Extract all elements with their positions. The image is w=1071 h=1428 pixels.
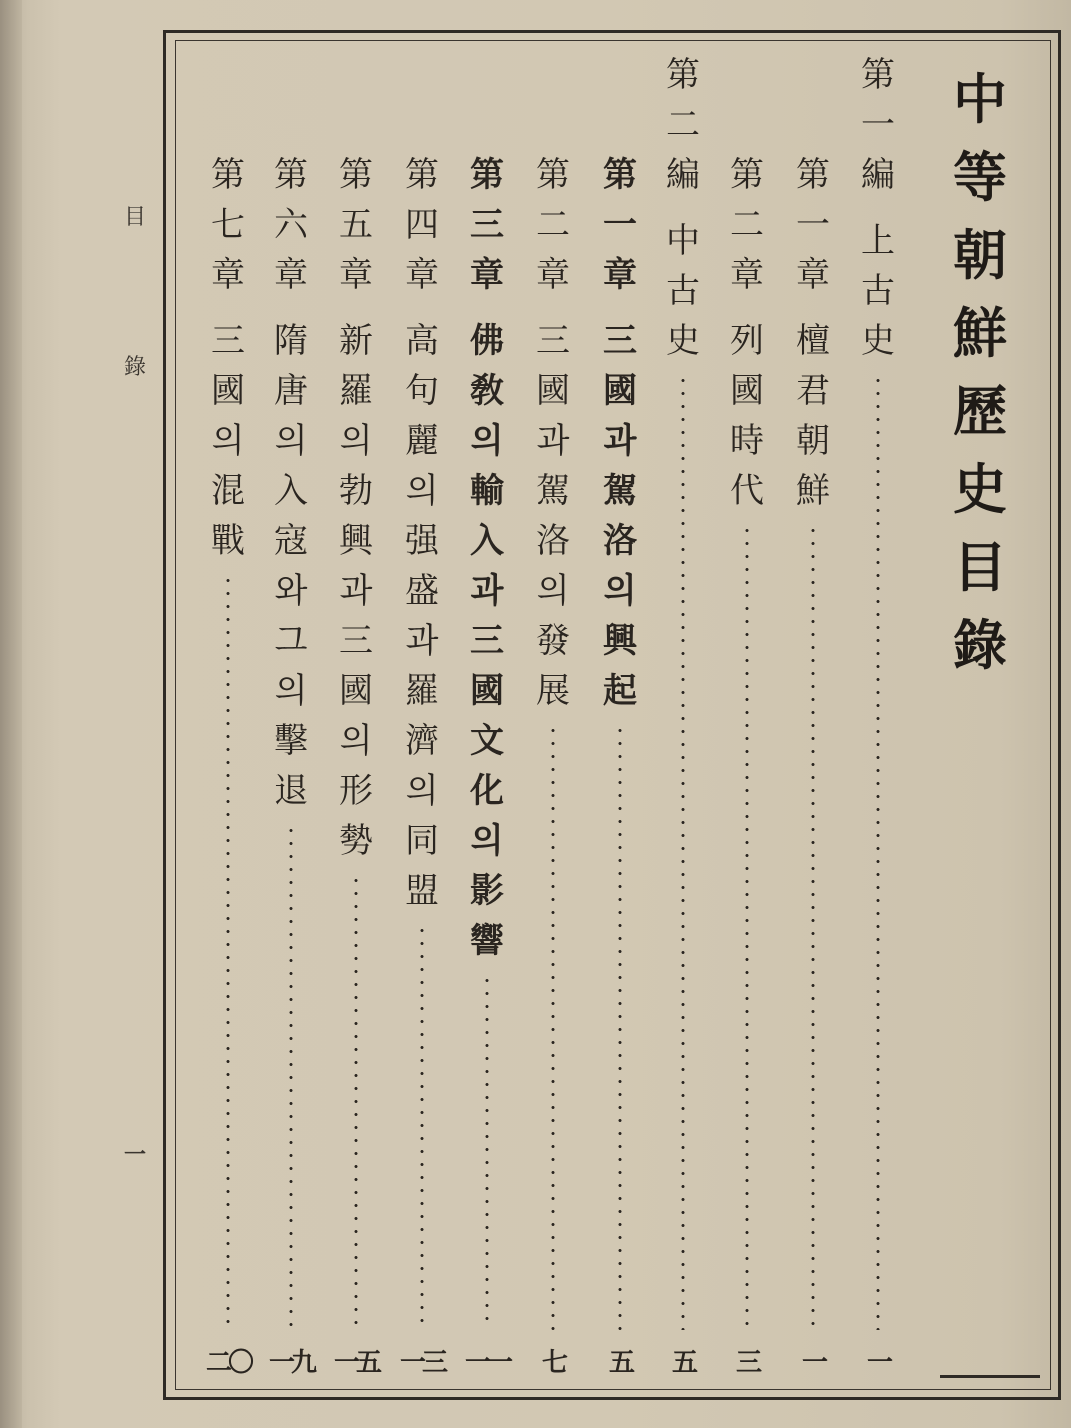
toc-entry (595, 0, 645, 1428)
toc-char: 朝 (796, 421, 830, 461)
toc-char: 章 (470, 255, 504, 295)
toc-char: 入 (274, 471, 308, 511)
margin-char-2: 錄 (123, 355, 146, 380)
toc-char: 濟 (405, 721, 439, 761)
toc-char: 의 (603, 571, 637, 611)
toc-entry-title (203, 150, 253, 566)
toc-entry-title (266, 150, 316, 816)
toc-char: 三 (470, 205, 504, 245)
toc-entry-title (462, 150, 512, 966)
toc-char: 의 (405, 471, 439, 511)
toc-char: 第 (274, 155, 308, 195)
page-number: 一五 (333, 1348, 378, 1378)
toc-char: 그 (274, 621, 308, 661)
toc-char: 史 (666, 321, 700, 361)
toc-char: 二 (666, 105, 700, 145)
title-char: 中 (953, 67, 1007, 131)
toc-char: 古 (861, 271, 895, 311)
toc-char: 一 (603, 205, 637, 245)
toc-char: 入 (470, 521, 504, 561)
toc-char: 과 (470, 571, 504, 611)
toc-char: 輸 (470, 471, 504, 511)
toc-char: 編 (861, 155, 895, 195)
toc-char: 의 (339, 721, 373, 761)
toc-char: 國 (730, 371, 764, 411)
leader-dots (681, 374, 685, 1330)
toc-char: 鮮 (796, 471, 830, 511)
toc-entry-title (397, 150, 447, 916)
toc-char: 强 (405, 521, 439, 561)
margin-header (120, 200, 150, 1200)
toc-char: 國 (536, 371, 570, 411)
corner-mark (940, 1375, 1040, 1378)
toc-char: 佛 (470, 321, 504, 361)
toc-entry-title (528, 150, 578, 716)
toc-char: 과 (603, 421, 637, 461)
toc-char: 高 (405, 321, 439, 361)
toc-char: 國 (470, 671, 504, 711)
toc-char: 洛 (603, 521, 637, 561)
toc-char: 代 (730, 471, 764, 511)
toc-entry-title (658, 50, 708, 366)
toc-char: 新 (339, 321, 373, 361)
toc-char: 駕 (536, 471, 570, 511)
toc-entry-title (788, 150, 838, 516)
toc-char: 古 (666, 271, 700, 311)
toc-entry-title (331, 150, 381, 866)
toc-char: 二 (536, 205, 570, 245)
toc-entry-title (595, 150, 645, 716)
toc-char: 二 (730, 205, 764, 245)
toc-char: 君 (796, 371, 830, 411)
toc-char: 混 (211, 471, 245, 511)
toc-char: 形 (339, 771, 373, 811)
toc-char: 寇 (274, 521, 308, 561)
leader-dots (289, 824, 293, 1330)
toc-char: 第 (339, 155, 373, 195)
toc-char: 第 (405, 155, 439, 195)
toc-char: 과 (536, 421, 570, 461)
toc-char: 國 (339, 671, 373, 711)
toc-char: 興 (339, 521, 373, 561)
toc-char: 第 (730, 155, 764, 195)
toc-char: 盛 (405, 571, 439, 611)
toc-char: 隋 (274, 321, 308, 361)
leader-dots (745, 524, 749, 1330)
toc-char: 三 (470, 621, 504, 661)
toc-char: 國 (211, 371, 245, 411)
title-char: 等 (953, 145, 1007, 209)
toc-char: 勢 (339, 821, 373, 861)
toc-char: 一 (796, 205, 830, 245)
page-number: 二〇 (205, 1348, 250, 1378)
toc-char: 章 (405, 255, 439, 295)
toc-char: 과 (405, 621, 439, 661)
toc-entry (853, 0, 903, 1428)
toc-entry (722, 0, 772, 1428)
toc-char: 章 (536, 255, 570, 295)
toc-char: 國 (603, 371, 637, 411)
toc-char: 檀 (796, 321, 830, 361)
toc-char: 章 (603, 255, 637, 295)
toc-char: 와 (274, 571, 308, 611)
toc-entry-title (853, 50, 903, 366)
page-number: 五 (671, 1348, 694, 1378)
toc-entry-title (722, 150, 772, 516)
page-number: 一一 (464, 1348, 509, 1378)
toc-char: 章 (274, 255, 308, 295)
title-char: 歷 (953, 379, 1007, 443)
toc-char: 興 (603, 621, 637, 661)
toc-char: 의 (536, 571, 570, 611)
toc-char: 의 (470, 421, 504, 461)
toc-char: 同 (405, 821, 439, 861)
toc-entry (203, 0, 253, 1428)
leader-dots (618, 724, 622, 1330)
toc-entry (331, 0, 381, 1428)
toc-char: 三 (536, 321, 570, 361)
toc-char: 洛 (536, 521, 570, 561)
page-number: 三 (735, 1348, 758, 1378)
toc-char: 編 (666, 155, 700, 195)
toc-char: 影 (470, 871, 504, 911)
leader-dots (485, 974, 489, 1330)
page-number: 七 (541, 1348, 564, 1378)
toc-char: 第 (796, 155, 830, 195)
toc-char: 의 (274, 671, 308, 711)
toc-char: 發 (536, 621, 570, 661)
toc-char: 上 (861, 221, 895, 261)
toc-char: 三 (211, 321, 245, 361)
page-number: 一九 (268, 1348, 313, 1378)
leader-dots (420, 924, 424, 1330)
toc-entry (462, 0, 512, 1428)
toc-char: 의 (339, 421, 373, 461)
title-char: 目 (953, 535, 1007, 599)
toc-char: 三 (339, 621, 373, 661)
toc-char: 章 (211, 255, 245, 295)
toc-char: 展 (536, 671, 570, 711)
toc-char: 六 (274, 205, 308, 245)
toc-char: 敎 (470, 371, 504, 411)
toc-char: 史 (861, 321, 895, 361)
leader-dots (876, 374, 880, 1330)
toc-char: 唐 (274, 371, 308, 411)
margin-char-1: 目 (123, 205, 146, 230)
toc-char: 四 (405, 205, 439, 245)
toc-entry (266, 0, 316, 1428)
toc-char: 의 (274, 421, 308, 461)
title-char: 鮮 (953, 301, 1007, 365)
toc-char: 三 (603, 321, 637, 361)
toc-char: 列 (730, 321, 764, 361)
toc-char: 第 (470, 155, 504, 195)
toc-char: 章 (730, 255, 764, 295)
toc-char: 化 (470, 771, 504, 811)
toc-char: 第 (861, 55, 895, 95)
leader-dots (354, 874, 358, 1330)
toc-char: 麗 (405, 421, 439, 461)
page-number: 一三 (399, 1348, 444, 1378)
toc-char: 中 (666, 221, 700, 261)
toc-char: 과 (339, 571, 373, 611)
toc-char: 第 (211, 155, 245, 195)
page-number: 一 (866, 1348, 889, 1378)
toc-entry (397, 0, 447, 1428)
toc-char: 의 (470, 821, 504, 861)
toc-char: 一 (861, 105, 895, 145)
toc-char: 七 (211, 205, 245, 245)
page-title (948, 60, 1012, 684)
title-char: 錄 (953, 613, 1007, 677)
toc-char: 起 (603, 671, 637, 711)
toc-char: 文 (470, 721, 504, 761)
toc-entry (658, 0, 708, 1428)
toc-char: 勃 (339, 471, 373, 511)
leader-dots (226, 574, 230, 1330)
toc-char: 의 (211, 421, 245, 461)
margin-page-number: 一 (123, 1142, 146, 1168)
toc-entry (528, 0, 578, 1428)
title-char: 朝 (953, 223, 1007, 287)
toc-char: 句 (405, 371, 439, 411)
toc-char: 羅 (339, 371, 373, 411)
toc-char: 의 (405, 771, 439, 811)
toc-char: 第 (603, 155, 637, 195)
toc-char: 退 (274, 771, 308, 811)
toc-char: 擊 (274, 721, 308, 761)
toc-char: 響 (470, 921, 504, 961)
toc-char: 戰 (211, 521, 245, 561)
leader-dots (811, 524, 815, 1330)
toc-char: 章 (796, 255, 830, 295)
page-number: 五 (608, 1348, 631, 1378)
page-spine (0, 0, 22, 1428)
toc-char: 五 (339, 205, 373, 245)
toc-char: 盟 (405, 871, 439, 911)
toc-entry (788, 0, 838, 1428)
toc-char: 駕 (603, 471, 637, 511)
leader-dots (551, 724, 555, 1330)
toc-char: 第 (536, 155, 570, 195)
page-number: 一 (801, 1348, 824, 1378)
toc-char: 章 (339, 255, 373, 295)
toc-char: 第 (666, 55, 700, 95)
toc-char: 時 (730, 421, 764, 461)
toc-char: 羅 (405, 671, 439, 711)
title-char: 史 (953, 457, 1007, 521)
